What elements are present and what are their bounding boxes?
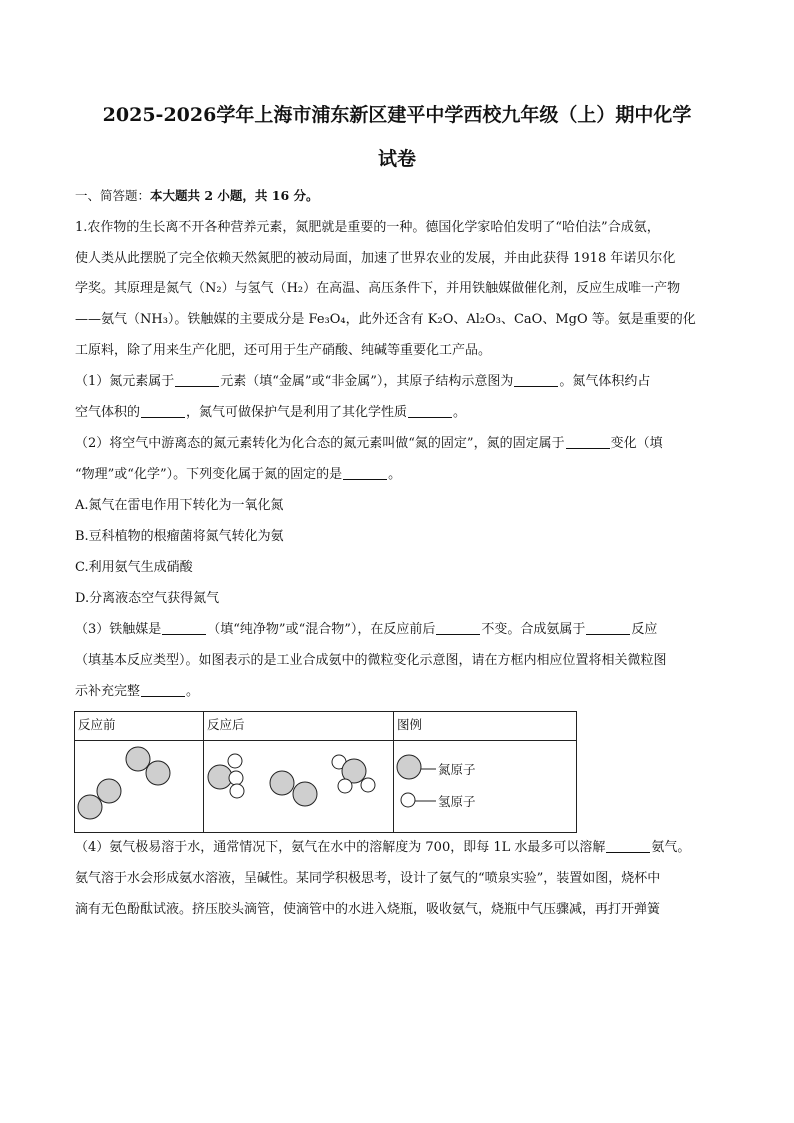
- hydrogen-atom: [361, 778, 375, 792]
- nitrogen-atom: [208, 765, 232, 789]
- header-legend: 图例: [394, 712, 577, 741]
- question-2-line2: [75, 466, 725, 484]
- q2-text-b: 变化（填: [610, 436, 663, 451]
- hydrogen-atom: [338, 779, 352, 793]
- after-reaction-particles: [204, 741, 394, 832]
- header-before-reaction: 反应前: [75, 712, 204, 741]
- answer-blank[interactable]: [408, 404, 452, 418]
- answer-blank[interactable]: [606, 839, 650, 853]
- intro-line: 1.农作物的生长离不开各种营养元素，氮肥就是重要的一种。德国化学家哈伯发明了“哈伯法”合成氨，: [75, 220, 660, 235]
- nitrogen-atom: [78, 795, 102, 819]
- answer-blank[interactable]: [343, 466, 387, 480]
- answer-blank[interactable]: [586, 621, 630, 635]
- q3-text-b: （填“纯净物”或“混合物”），在反应前后: [207, 622, 436, 637]
- nitrogen-atom: [126, 747, 150, 771]
- answer-blank[interactable]: [141, 404, 185, 418]
- q2-text-a: （2）将空气中游离态的氮元素转化为化合态的氮元素叫做“氮的固定”，氮的固定属于: [75, 436, 565, 451]
- q3-text-d: 反应: [631, 622, 658, 637]
- option-b: B.豆科植物的根瘤菌将氮气转化为氨: [75, 529, 284, 544]
- answer-blank[interactable]: [141, 683, 185, 697]
- particle-diagram-table: [74, 711, 577, 833]
- hydrogen-atom: [228, 754, 242, 768]
- question-2-line1: [75, 435, 725, 453]
- question-1-line2: [75, 404, 725, 422]
- legend-label-nitrogen: 氮原子: [438, 762, 476, 777]
- q2-text-c: “物理”或“化学”）。下列变化属于氮的固定的是: [75, 467, 343, 482]
- q1-text-a: （1）氮元素属于: [75, 374, 175, 389]
- q4-text-a: （4）氨气极易溶于水，通常情况下，氨气在水中的溶解度为 700，即每 1L 水最多可以溶解: [75, 840, 606, 855]
- legend-box: [394, 741, 577, 833]
- legend-label-hydrogen: 氢原子: [438, 794, 476, 809]
- q1-text-f: 。: [453, 405, 467, 420]
- exam-title-line2: 试卷: [377, 148, 416, 170]
- q1-text-c: 。氮气体积约占: [559, 374, 651, 389]
- intro-line: 使人类从此摆脱了完全依赖天然氮肥的被动局面，加速了世界农业的发展，并由此获得 1918 年诺贝尔化: [75, 251, 676, 266]
- intro-line: 工原料，除了用来生产化肥，还可用于生产硝酸、纯碱等重要化工产品。: [75, 343, 492, 358]
- question-4-line3: 滴有无色酚酞试液。挤压胶头滴管，使滴管中的水进入烧瓶，吸收氨气，烧瓶中气压骤减，再打开弹簧: [75, 902, 661, 917]
- nitrogen-atom: [293, 782, 317, 806]
- nitrogen-atom: [270, 771, 294, 795]
- option-d: D.分离液态空气获得氮气: [75, 591, 220, 606]
- q1-text-b: 元素（填“金属”或“非金属”），其原子结构示意图为: [220, 374, 514, 389]
- q3-text-a: （3）铁触媒是: [75, 622, 162, 637]
- hydrogen-atom: [230, 784, 244, 798]
- q2-text-d: 。: [388, 467, 402, 482]
- q3-text-c: 不变。合成氨属于: [481, 622, 586, 637]
- before-reaction-box[interactable]: [75, 741, 204, 833]
- section-heading-plain: 一、简答题：: [75, 188, 151, 203]
- question-3-line2: （填基本反应类型）。如图表示的是工业合成氨中的微粒变化示意图，请在方框内相应位置将相关微粒图: [75, 653, 667, 668]
- nitrogen-atom: [146, 761, 170, 785]
- answer-blank[interactable]: [436, 621, 480, 635]
- section-heading: [75, 187, 725, 205]
- q3-text-f: 示补充完整: [75, 684, 141, 699]
- legend-symbols: [394, 741, 577, 832]
- nitrogen-atom: [97, 779, 121, 803]
- before-reaction-particles: [75, 741, 204, 832]
- question-1-line1: [75, 373, 725, 391]
- q4-text-b: 氨气。: [651, 840, 691, 855]
- question-4-line2: 氨气溶于水会形成氨水溶液，呈碱性。某同学积极思考，设计了氨气的“喷泉实验”，装置如图，烧杯中: [75, 871, 661, 886]
- question-4-line1: [75, 839, 725, 857]
- answer-blank[interactable]: [175, 373, 219, 387]
- header-after-reaction: 反应后: [204, 712, 394, 741]
- option-a: A.氮气在雷电作用下转化为一氧化氮: [75, 498, 284, 513]
- answer-blank[interactable]: [162, 621, 206, 635]
- q1-text-d: 空气体积的: [75, 405, 141, 420]
- after-reaction-box[interactable]: [204, 741, 394, 833]
- q1-text-e: ，氮气可做保护气是利用了其化学性质: [186, 405, 408, 420]
- answer-blank[interactable]: [514, 373, 558, 387]
- intro-line: 学奖。其原理是氮气（N₂）与氢气（H₂）在高温、高压条件下，并用铁触媒做催化剂，反应生成唯一产物: [75, 281, 681, 296]
- q3-text-g: 。: [186, 684, 200, 699]
- answer-blank[interactable]: [566, 435, 610, 449]
- hydrogen-atom: [229, 771, 243, 785]
- question-3-line1: [75, 621, 725, 639]
- option-c: C.利用氨气生成硝酸: [75, 560, 193, 575]
- exam-title-line1: 2025-2026学年上海市浦东新区建平中学西校九年级（上）期中化学: [102, 104, 692, 126]
- nitrogen-legend-icon: [397, 755, 421, 779]
- hydrogen-legend-icon: [401, 793, 415, 807]
- question-3-line3: [75, 683, 725, 701]
- section-heading-bold: 本大题共 2 小题，共 16 分。: [150, 188, 319, 203]
- intro-line: ——氨气（NH₃）。铁触媒的主要成分是 Fe₃O₄，此外还含有 K₂O、Al₂O₃、CaO、MgO 等。氨是重要的化: [75, 312, 696, 327]
